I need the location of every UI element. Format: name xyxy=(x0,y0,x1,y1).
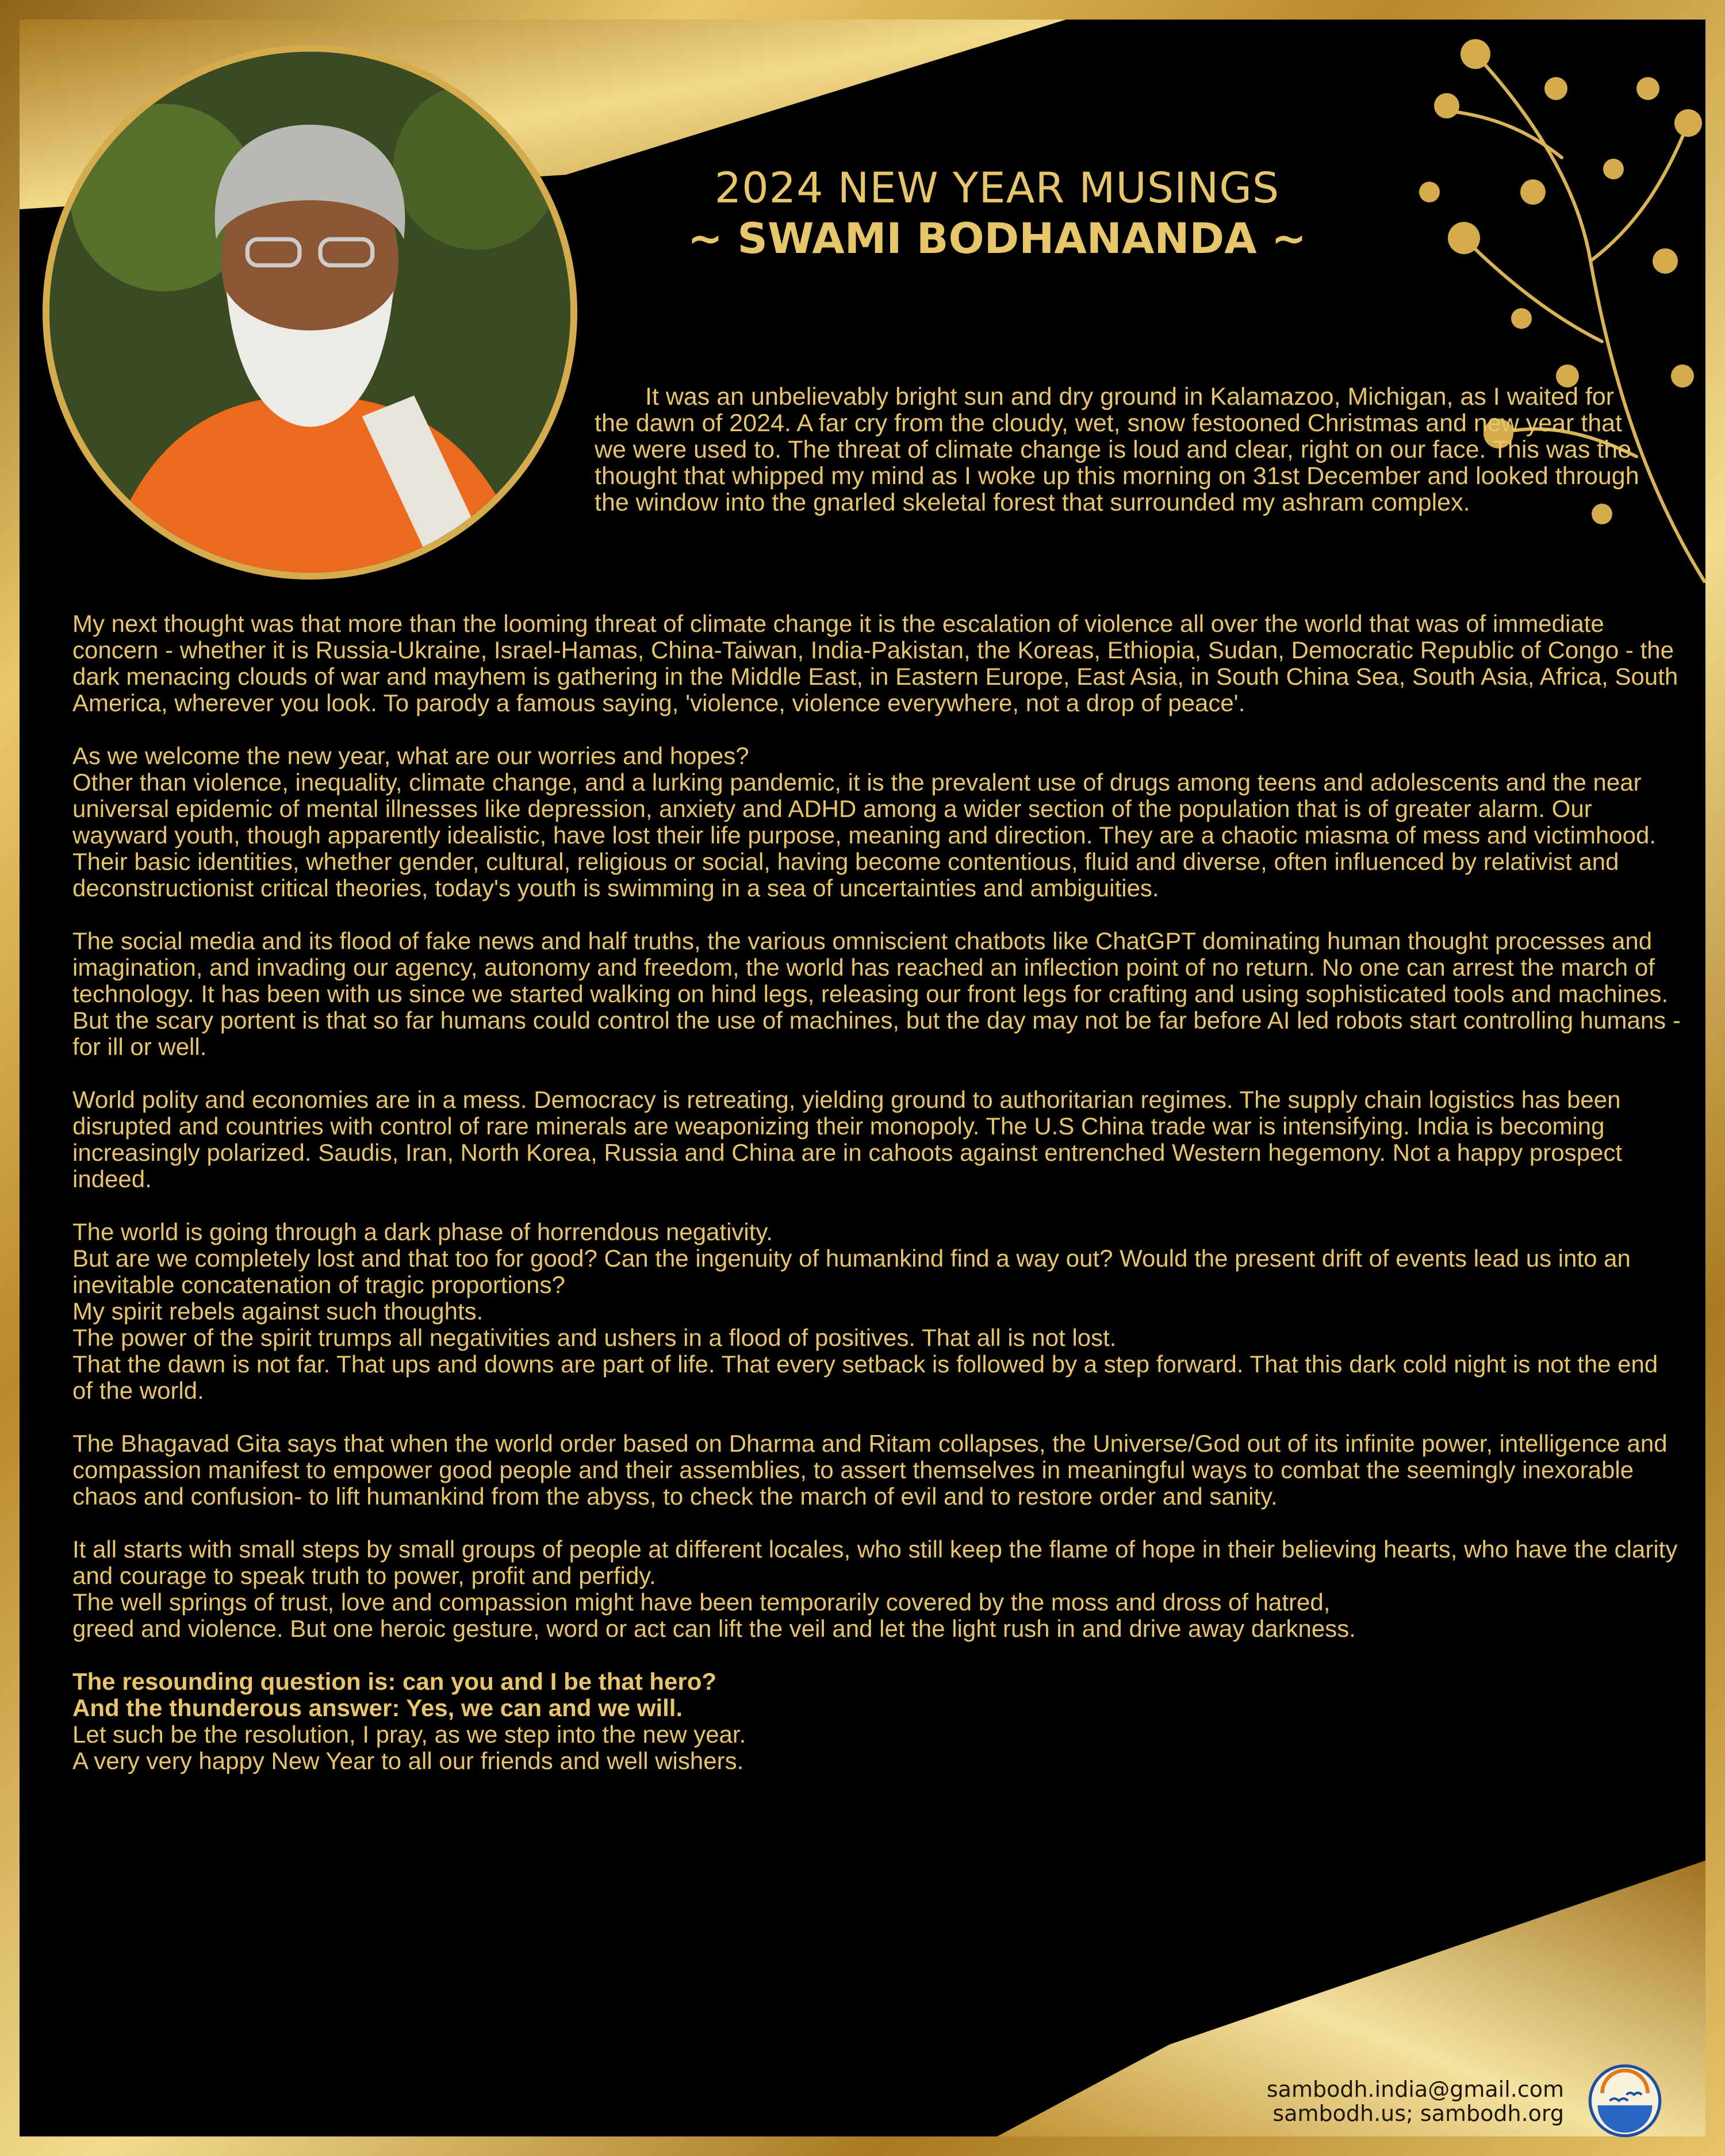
paragraph-line: World polity and economies are in a mess. Democracy is retreating, yielding ground to authoritarian regimes. The supply chain logistics has been disrupted and countries with control of rare minerals are weaponizing their monopoly. The U.S China trade war is intensifying. India is becoming increasingly polarized. Saudis, Iran, North Korea, Russia and China are in cahoots against entrenched Western hegemony. Not a happy prospect indeed. xyxy=(72,1086,1622,1192)
portrait-photo xyxy=(43,45,577,580)
paragraph xyxy=(72,1536,1682,1642)
black-panel xyxy=(20,20,1705,2136)
paragraph xyxy=(72,1219,1682,1404)
paragraph-line: greed and violence. But one heroic gesture, word or act can lift the veil and let the light rush in and drive away darkness. xyxy=(72,1615,1356,1642)
closing-line: Let such be the resolution, I pray, as we step into the new year. xyxy=(72,1721,746,1748)
contact-websites[interactable]: sambodh.us; sambodh.org xyxy=(1272,2101,1564,2126)
intro-paragraph xyxy=(595,383,1641,516)
intro-text: It was an unbelievably bright sun and dry ground in Kalamazoo, Michigan, as I waited for the dawn of 2024. A far cry from the cloudy, wet, snow festooned Christmas and new year that we were used to. The threat of climate change is loud and clear, right on our face. This was the thought that whipped my mind as I woke up this morning on 31st December and looked through the window into the gnarled skeletal forest that surrounded my ashram complex. xyxy=(595,383,1639,516)
closing-line: A very very happy New Year to all our friends and well wishers. xyxy=(72,1747,744,1774)
paragraph-line: As we welcome the new year, what are our worries and hopes? xyxy=(72,742,749,769)
paragraph xyxy=(72,743,1682,901)
paragraph-line: Their basic identities, whether gender, cultural, religious or social, having become contentious, fluid and diverse, often influenced by relativist and deconstructionist critical theories, today's youth is swimming in a sea of uncertainties and ambiguities. xyxy=(72,848,1619,901)
paragraph-line: My next thought was that more than the looming threat of climate change it is the escalation of violence all over the world that was of immediate concern - whether it is Russia-Ukraine, Israel-Hamas, China-Taiwan, India-Pakistan, the Koreas, Ethiopia, Sudan, Democratic Republic of Congo - the dark menacing clouds of war and mayhem is gathering in the Middle East, in Eastern Europe, East Asia, in South China Sea, South Asia, Africa, South America, wherever you look. To parody a famous saying, 'violence, violence everywhere, not a drop of peace'. xyxy=(72,610,1678,716)
contact-email[interactable]: sambodh.india@gmail.com xyxy=(1266,2077,1564,2102)
paragraph-line: That the dawn is not far. That ups and downs are part of life. That every setback is followed by a step forward. That this dark cold night is not the end of the world. xyxy=(72,1351,1658,1404)
paragraph xyxy=(72,928,1682,1060)
paragraph xyxy=(72,611,1682,716)
closing-paragraph xyxy=(72,1668,1682,1774)
closing-answer: And the thunderous answer: Yes, we can and we will. xyxy=(72,1694,683,1721)
paragraph-line: The well springs of trust, love and compassion might have been temporarily covered by the moss and dross of hatred, xyxy=(72,1589,1331,1616)
paragraph-line: The power of the spirit trumps all negativities and ushers in a flood of positives. That all is not lost. xyxy=(72,1324,1117,1351)
author-name: ~ SWAMI BODHANANDA ~ xyxy=(687,214,1307,263)
page-title: 2024 NEW YEAR MUSINGS xyxy=(714,164,1280,213)
paragraph-line: The social media and its flood of fake news and half truths, the various omniscient chatbots like ChatGPT dominating human thought processes and imagination, and invading our agency, autonomy and freedom, the world has reached an inflection point of no return. No one can arrest the march of technology. It has been with us since we started walking on hind legs, releasing our front legs for crafting and using sophisticated tools and machines. But the scary portent is that so far humans could control the use of machines, but the day may not be far before AI led robots start controlling humans - for ill or well. xyxy=(72,927,1681,1060)
article-body xyxy=(72,611,1682,1801)
paragraph-line: Other than violence, inequality, climate change, and a lurking pandemic, it is the prevalent use of drugs among teens and adolescents and the near universal epidemic of mental illnesses like depression, anxiety and ADHD among a wider section of the population that is of greater alarm. Our wayward youth, though apparently idealistic, have lost their life purpose, meaning and direction. They are a chaotic miasma of mess and victimhood. xyxy=(72,769,1657,849)
heading xyxy=(595,163,1400,264)
paragraph-line: It all starts with small steps by small groups of people at different locales, who still keep the flame of hope in their believing hearts, who have the clarity and courage to speak truth to power, profit and perfidy. xyxy=(72,1536,1678,1589)
paragraph-line: The Bhagavad Gita says that when the world order based on Dharma and Ritam collapses, the Universe/God out of its infinite power, intelligence and compassion manifest to empower good people and their assemblies, to assert themselves in meaningful ways to combat the seemingly inexorable chaos and confusion- to lift humankind from the abyss, to check the march of evil and to restore order and sanity. xyxy=(72,1430,1667,1510)
paragraph-line: But are we completely lost and that too for good? Can the ingenuity of humankind find a way out? Would the present drift of events lead us into an inevitable concatenation of tragic proportions? xyxy=(72,1245,1631,1298)
contact-info xyxy=(1196,2077,1564,2126)
paragraph xyxy=(72,1430,1682,1510)
paragraph-line: My spirit rebels against such thoughts. xyxy=(72,1298,484,1325)
sambodh-logo-icon xyxy=(1587,2063,1663,2139)
paragraph-line: The world is going through a dark phase of horrendous negativity. xyxy=(72,1218,773,1245)
closing-question: The resounding question is: can you and I be that hero? xyxy=(72,1668,717,1695)
paragraph xyxy=(72,1087,1682,1192)
